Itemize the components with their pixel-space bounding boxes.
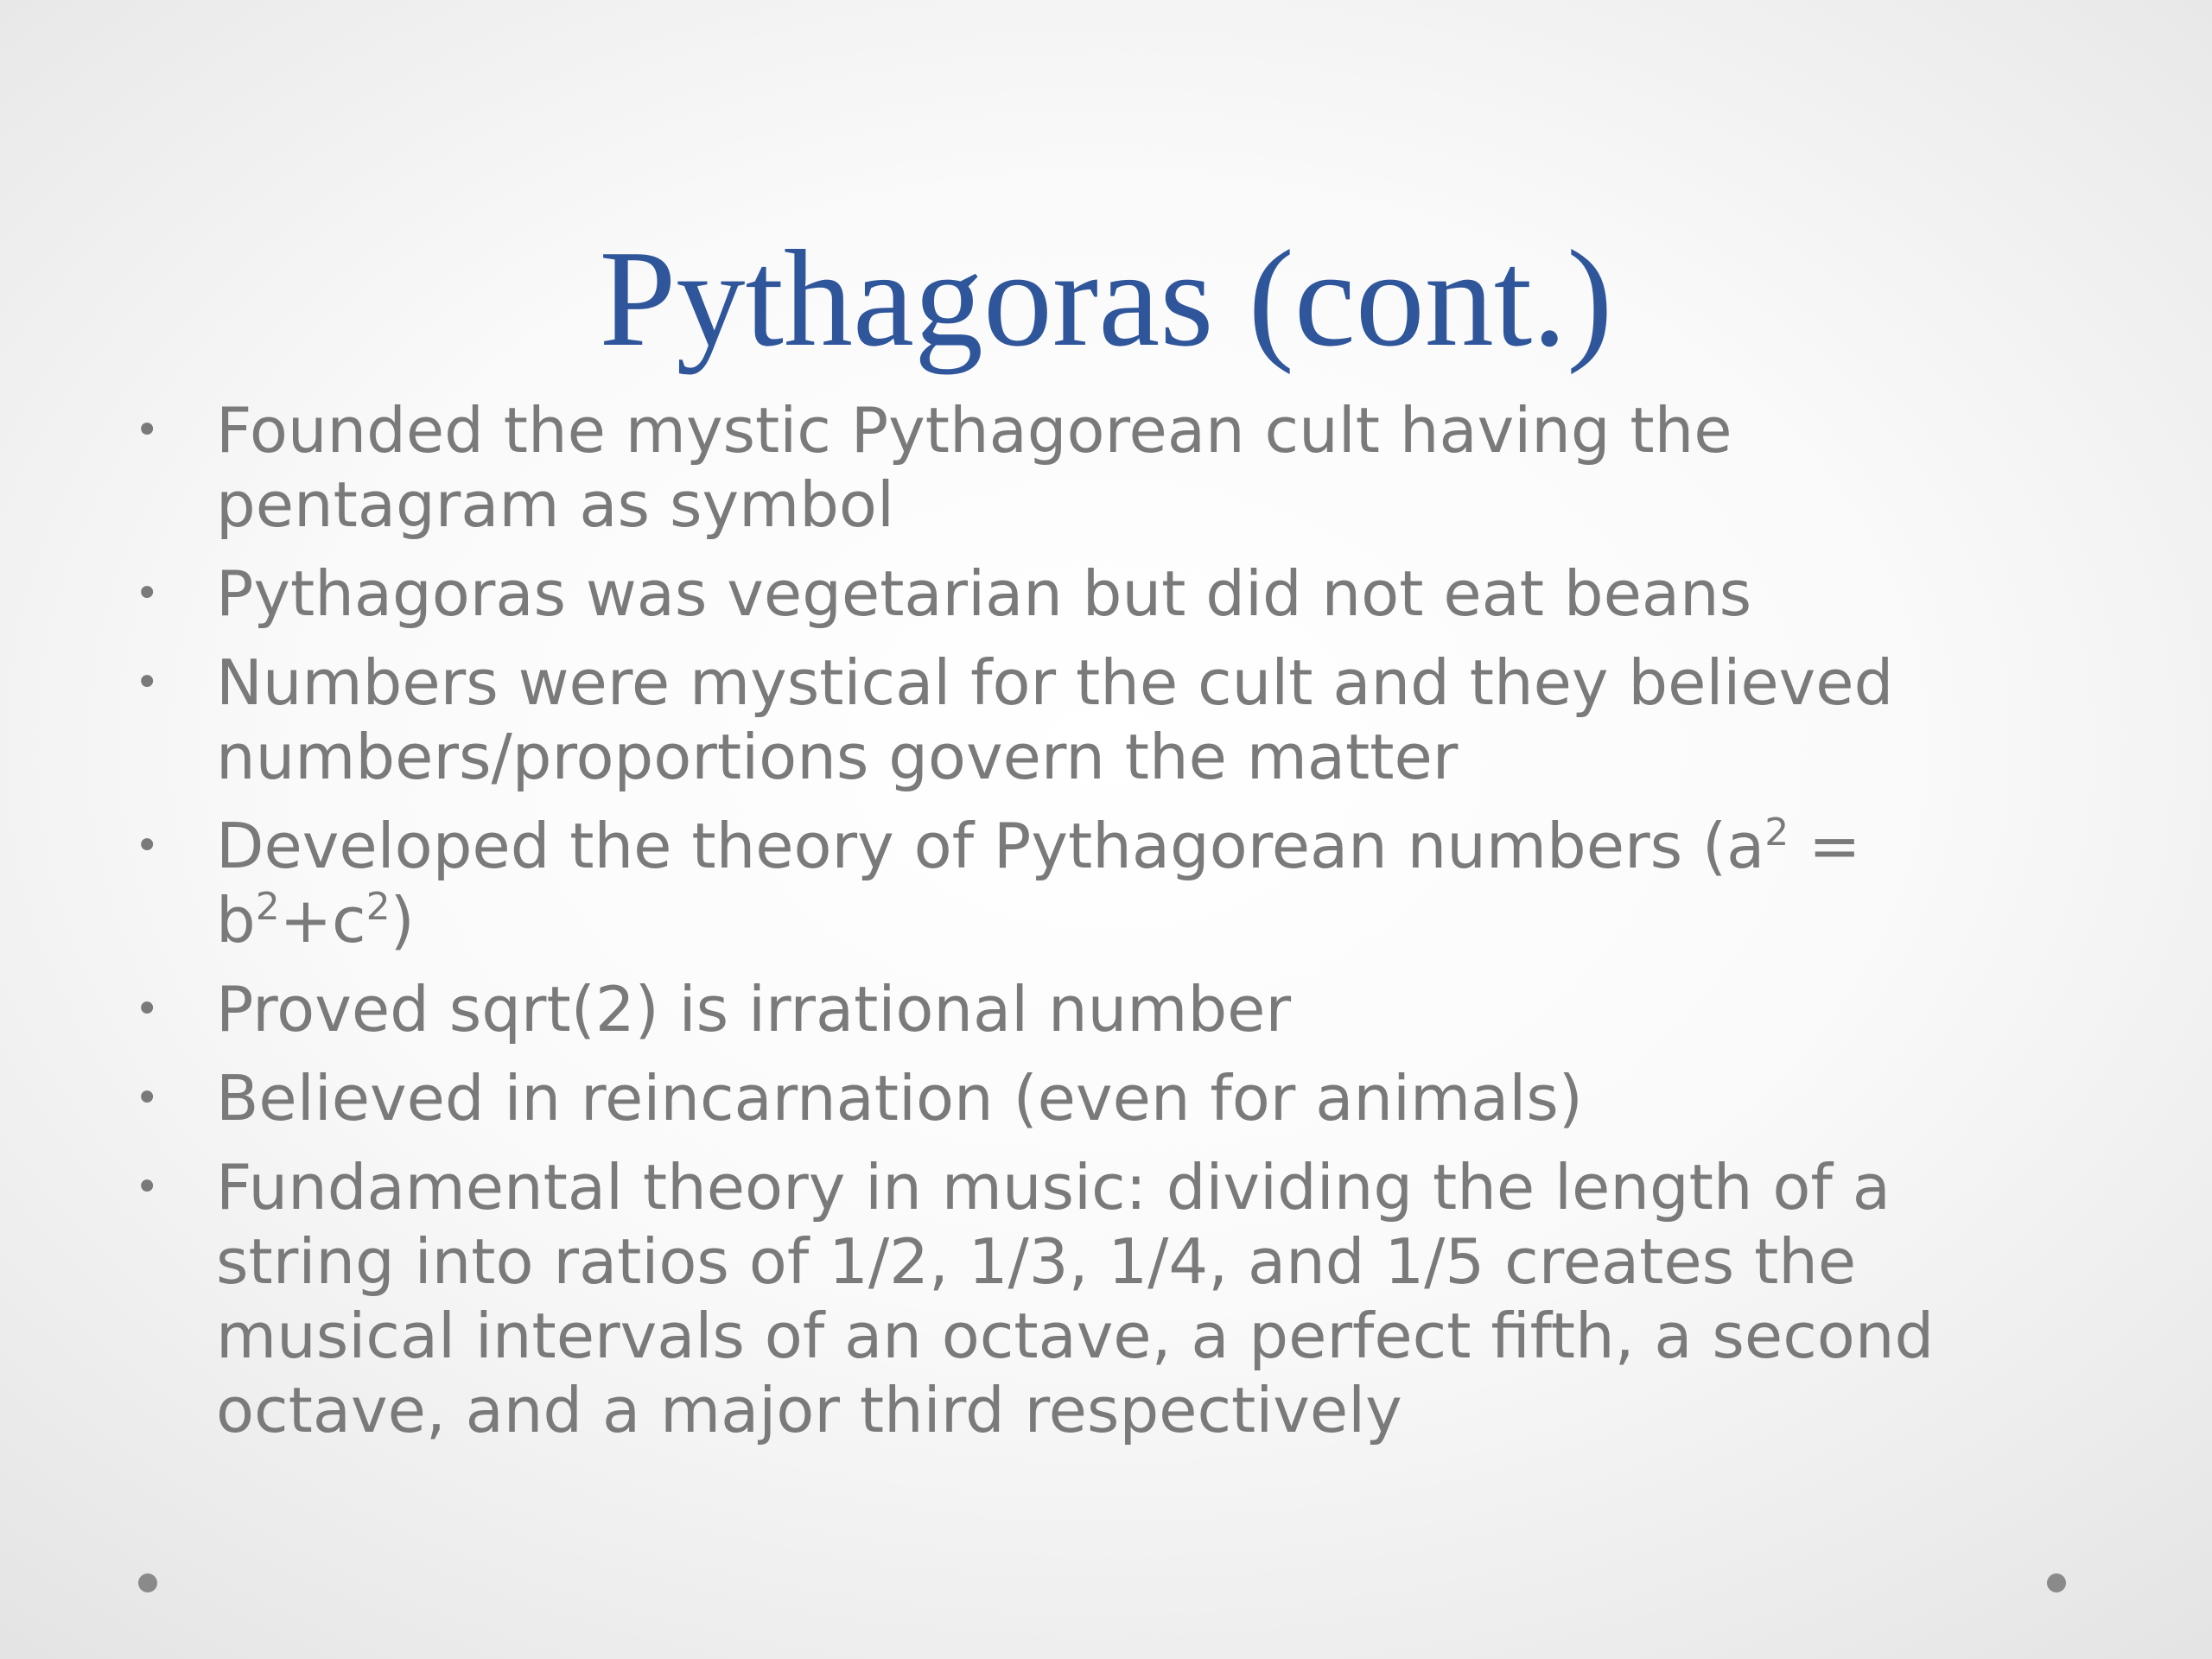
bullet-list xyxy=(130,393,2056,1462)
list-item xyxy=(130,645,2056,794)
bullet-text xyxy=(216,810,1860,957)
superscript: 2 xyxy=(365,885,391,929)
slide-title: Pythagoras (cont.) xyxy=(599,221,1613,375)
bullet-text: Pythagoras was vegetarian but did not eat beans xyxy=(216,557,1752,630)
bullet-text: Fundamental theory in music: dividing the length of a string into ratios of 1/2, 1/3, 1/4, and 1/5 creates the musical intervals of an octave, a perfect fifth, a second octave, and a major third respectively xyxy=(216,1151,1935,1446)
bullet-icon: • xyxy=(135,1163,160,1211)
bullet-text: Believed in reincarnation (even for animals) xyxy=(216,1062,1583,1135)
bullet-text: Numbers were mystical for the cult and they believed numbers/proportions govern the matter xyxy=(216,646,1894,793)
bullet-icon: • xyxy=(135,1074,160,1122)
formula-text-mid: +c xyxy=(279,884,366,957)
bullet-icon: • xyxy=(135,569,160,618)
superscript: 2 xyxy=(255,885,280,929)
corner-dot-icon xyxy=(138,1573,157,1592)
formula-text-mid: = b xyxy=(216,810,1861,957)
list-item xyxy=(130,972,2056,1046)
list-item xyxy=(130,1061,2056,1135)
bullet-icon: • xyxy=(135,985,160,1033)
bullet-icon: • xyxy=(135,822,160,870)
bullet-icon: • xyxy=(135,406,160,454)
superscript: 2 xyxy=(1764,810,1789,855)
bullet-icon: • xyxy=(135,658,160,707)
bullet-text: Proved sqrt(2) is irrational number xyxy=(216,973,1292,1046)
list-item xyxy=(130,556,2056,631)
list-item xyxy=(130,809,2056,957)
formula-text-after: ) xyxy=(390,884,415,957)
formula-text-before: Developed the theory of Pythagorean numbers (a xyxy=(216,810,1765,882)
list-item xyxy=(130,393,2056,542)
list-item xyxy=(130,1150,2056,1447)
corner-dot-icon xyxy=(2047,1573,2066,1592)
bullet-text: Founded the mystic Pythagorean cult having the pentagram as symbol xyxy=(216,394,1732,541)
